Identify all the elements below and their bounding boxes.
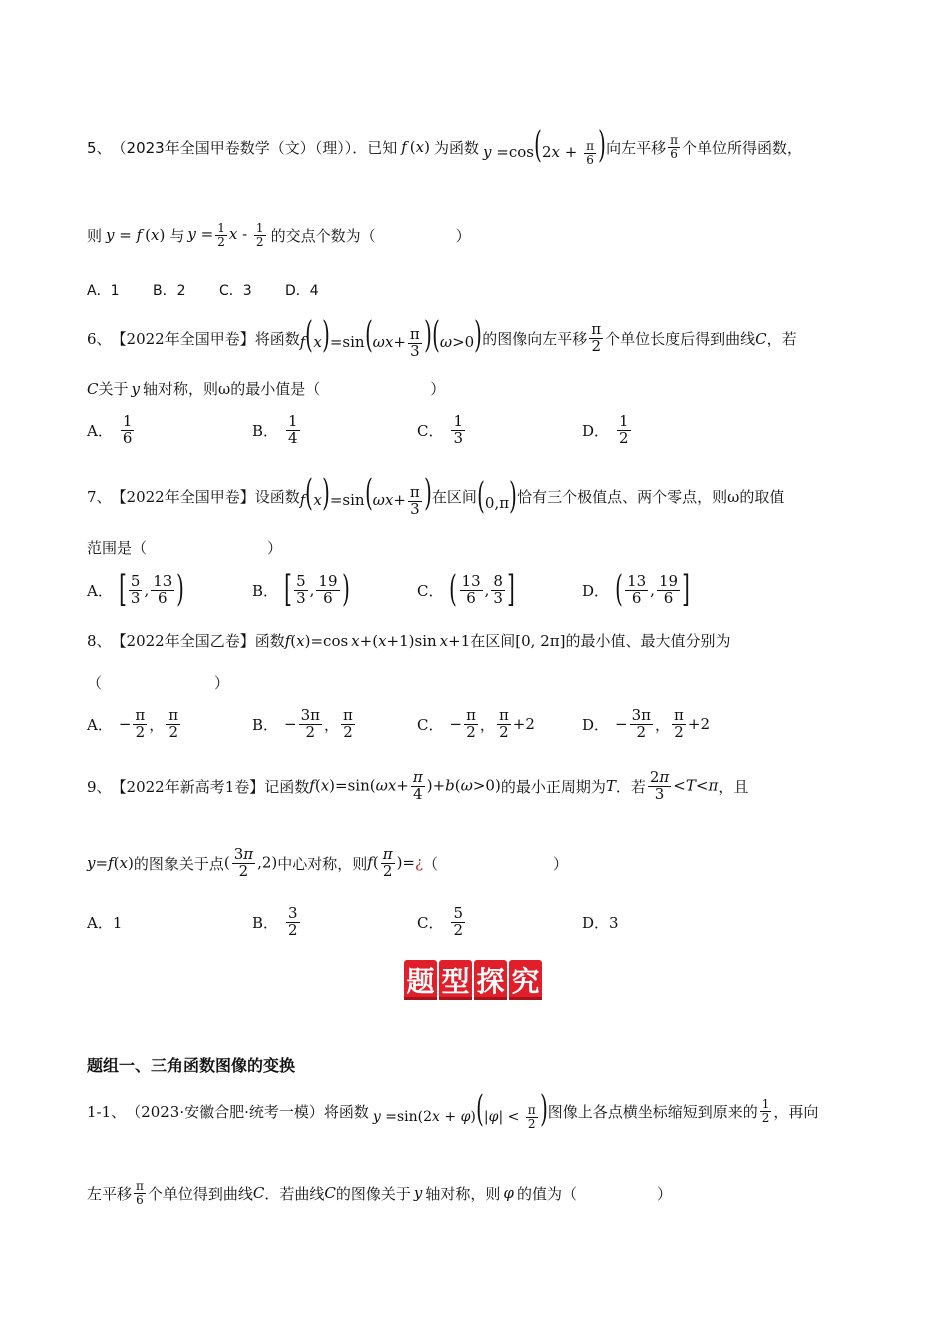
- q9-close: ）: [553, 854, 569, 873]
- q6-text-3: ，若: [766, 330, 797, 349]
- q9-line1: 9、 【2022年新高考1卷】记函数 f(x)=sin(ωx+ $\frac{\pi}{4}$ )+b(ω>0) 的最小正周期为 T ．若 $\frac{2\pi}{3}$ <T<π ，且: [87, 768, 749, 803]
- q5-line2: [87, 222, 471, 248]
- q8-source: 【2022年全国乙卷】函数: [111, 632, 285, 650]
- q11-number: 1-1、: [87, 1102, 127, 1121]
- q7-interval: (0,π): [477, 475, 517, 517]
- q8-function: f(x)=cos x+(x+1)sin x+1: [284, 631, 471, 650]
- q8-interval: [0, 2π]: [515, 631, 566, 650]
- banner-char-3: 探: [474, 960, 507, 1000]
- q8-line1: [87, 630, 730, 651]
- q5-text-5: 的交点个数为（: [270, 226, 376, 245]
- q7-number: 7、: [87, 488, 112, 507]
- q7-option-a: A． [ $\frac{5}{3}$ , $\frac{13}{6}$ ): [87, 569, 185, 610]
- q5-line2-pre: 则: [87, 226, 103, 245]
- q7-source: 【2022年全国甲卷】设函数: [111, 488, 300, 507]
- q5-number: 5、: [87, 138, 112, 157]
- q5-line-function: y = $\frac{1}{2}$ x - $\frac{1}{2}$: [187, 221, 264, 249]
- q6-line2: C 关于 y 轴对称，则ω的最小值是（ ）: [87, 379, 446, 398]
- q9-source: 【2022年新高考1卷】记函数: [111, 777, 310, 796]
- q9-number: 9、: [87, 777, 112, 796]
- q9-function: f(x)=sin(ωx+ $\frac{\pi}{4}$ )+b(ω>0): [309, 768, 501, 803]
- q6-option-c: C． $\frac{1}{3}$: [417, 412, 464, 447]
- q6-option-b: B． $\frac{1}{4}$: [252, 412, 298, 447]
- q11-close: ）: [656, 1184, 672, 1203]
- q7-line2: [87, 537, 282, 558]
- q5-source: （2023年全国甲卷数学（文）（理））．已知: [111, 138, 398, 157]
- q8-option-a: A． − $\frac{\pi}{2}$ ， $\frac{\pi}{2}$: [87, 706, 179, 741]
- q7-options: [87, 569, 907, 610]
- q9-line2b: 中心对称，则: [277, 854, 368, 873]
- q6-line2b: 轴对称，则ω的最小值是（: [142, 380, 321, 398]
- q11-line2: 左平移 $\frac{\pi}{6}$ 个单位得到曲线 C ．若曲线 C 的图像关于 y 轴对称，则 φ 的值为（ ）: [87, 1179, 672, 1207]
- section-title: 题组一、三角函数图像的变换: [87, 1056, 296, 1075]
- q11-line2c: ．若曲线: [264, 1184, 325, 1203]
- q8-text-1: 在区间: [470, 632, 516, 650]
- section-banner: [404, 960, 542, 1000]
- q9-yfx: y=f(x): [87, 854, 134, 873]
- q6-number: 6、: [87, 330, 112, 349]
- q8-line2: （: [87, 674, 103, 692]
- q9-f-pi2: f( $\frac{\pi}{2}$ )=¿: [367, 845, 424, 880]
- q8-options: [87, 708, 907, 741]
- q8-line2: [87, 672, 229, 693]
- q7-option-c: C． ( $\frac{13}{6}$ , $\frac{8}{3}$ ]: [417, 569, 515, 610]
- q6-option-d: D． $\frac{1}{2}$: [582, 412, 629, 447]
- q7-function: f(x)=sin(ωx+ $\frac{\pi}{3}$ ): [299, 473, 432, 518]
- q5-text-2: 向左平移: [606, 138, 667, 157]
- q5-fx: f (x): [401, 138, 430, 157]
- q6-line2: 关于: [98, 380, 129, 398]
- q6-close: ）: [430, 380, 446, 398]
- q9-period-range: $\frac{2\pi}{3}$ <T<π: [649, 768, 719, 803]
- q9-line2: [87, 847, 568, 880]
- q9-line2c: （: [423, 854, 439, 873]
- q9-text-3: ，且: [718, 777, 749, 796]
- q8-number: 8、: [87, 632, 112, 650]
- q7-option-b: B． [ $\frac{5}{3}$ , $\frac{19}{6}$ ): [252, 569, 350, 610]
- q11-text-1: 图像上各点横坐标缩短到原来的: [547, 1102, 758, 1121]
- q5-text-4: 与: [169, 226, 185, 245]
- q7-text-1: 在区间: [431, 488, 477, 507]
- q8-text-2: 的最小值、最大值分别为: [565, 632, 731, 650]
- q6-source: 【2022年全国甲卷】将函数: [111, 330, 300, 349]
- q11-function: y =sin(2x + φ)(|φ| < $\frac{\pi}{2}$ ): [372, 1089, 548, 1131]
- q11-source: （2023·安徽合肥·统考一模）将函数: [126, 1102, 369, 1121]
- q8-option-c: C． − $\frac{\pi}{2}$ ， $\frac{\pi}{2}$ +2: [417, 706, 535, 741]
- q8-close: ）: [214, 674, 230, 692]
- q11-line2d: 的图像关于: [335, 1184, 411, 1203]
- q11-half: $\frac{1}{2}$: [761, 1096, 770, 1125]
- q5-options: [87, 280, 907, 300]
- q6-line1: 6、 【2022年全国甲卷】将函数 f(x)=sin(ωx+ $\frac{\pi}{3}$ )(ω>0) 的图像向左平移 $\frac{\pi}{2}$ 个单位长度后得到曲线 C ，若: [87, 315, 797, 360]
- q11-line1: [87, 1089, 819, 1131]
- banner-char-1: 题: [404, 960, 437, 1000]
- q5-close: ）: [455, 226, 471, 245]
- q6-options: [87, 414, 907, 447]
- q9-option-b: B． $\frac{3}{2}$: [252, 904, 298, 939]
- q5-line1: [87, 125, 802, 167]
- banner-char-4: 究: [509, 960, 542, 1000]
- q9-point: ( $\frac{3\pi}{2}$ ,2): [223, 845, 278, 880]
- q9-option-c: C． $\frac{5}{2}$: [417, 904, 464, 939]
- q5-option-d: D．4: [285, 283, 319, 299]
- q5-text-3: 个单位所得函数，: [681, 138, 802, 157]
- q9-options: [87, 906, 907, 939]
- q9-option-a: A．1: [87, 913, 123, 932]
- q7-close: ）: [267, 539, 283, 557]
- q6-function: f(x)=sin(ωx+ $\frac{\pi}{3}$ )(ω>0): [299, 315, 483, 360]
- q5-option-c: C．3: [219, 283, 252, 299]
- q7-text-2: 恰有三个极值点、两个零点，则ω的取值: [517, 488, 785, 507]
- q8-option-d: D． − $\frac{3\pi}{2}$ ， $\frac{\pi}{2}$ +2: [582, 706, 711, 741]
- q6-text-2: 个单位长度后得到曲线: [605, 330, 756, 349]
- q7-line2: 范围是（: [87, 539, 148, 557]
- q5-option-b: B．2: [153, 283, 186, 299]
- q9-line2a: 的图象关于点: [133, 854, 224, 873]
- q9-text-1: 的最小正周期为: [500, 777, 606, 796]
- q11-line2f: 的值为（: [516, 1184, 577, 1203]
- q9-option-d: D．3: [582, 913, 619, 932]
- q5-shift-frac: $\frac{\pi}{6}$: [670, 132, 678, 161]
- q8-option-b: B． − $\frac{3\pi}{2}$ ， $\frac{\pi}{2}$: [252, 706, 353, 741]
- q5-cos-function: y =cos(2x + $\frac{\pi}{6}$ ): [483, 125, 606, 167]
- q5-y-eq-fx: y = f (x): [106, 226, 166, 245]
- q11-line2a: 左平移: [87, 1184, 133, 1203]
- q11-text-2: ，再向: [773, 1102, 819, 1121]
- q7-line1: [87, 473, 785, 518]
- q5-text-1: 为函数: [433, 138, 479, 157]
- banner-char-2: 型: [439, 960, 472, 1000]
- q11-line2e: 轴对称，则: [425, 1184, 501, 1203]
- q6-option-a: A． $\frac{1}{6}$: [87, 412, 133, 447]
- q6-shift-frac: $\frac{\pi}{2}$: [591, 320, 602, 356]
- q11-line2b: 个单位得到曲线: [147, 1184, 253, 1203]
- q7-option-d: D． ( $\frac{13}{6}$ , $\frac{19}{6}$ ]: [582, 569, 690, 610]
- q11-shift-frac: $\frac{\pi}{6}$: [136, 1179, 144, 1207]
- q9-text-2: ．若: [615, 777, 646, 796]
- q6-text-1: 的图像向左平移: [482, 330, 588, 349]
- q5-option-a: A．1: [87, 283, 120, 299]
